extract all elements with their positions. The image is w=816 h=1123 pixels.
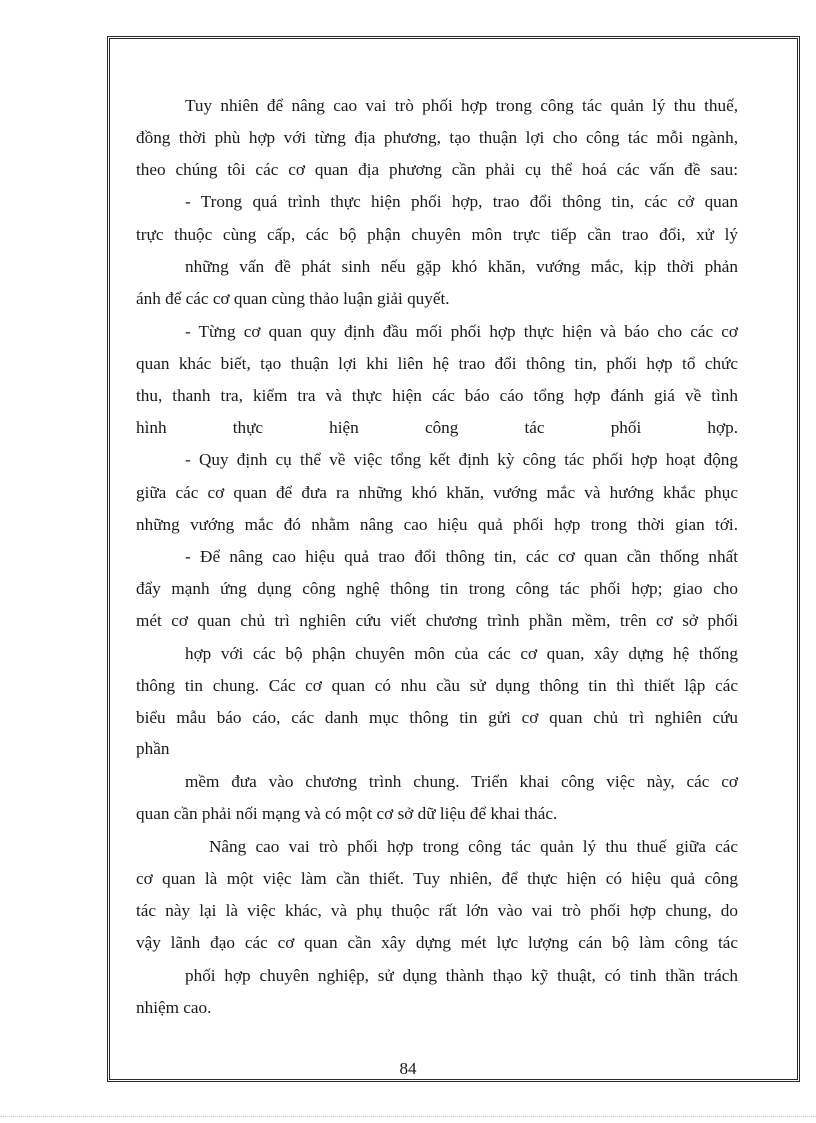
text-line: giữa các cơ quan để đưa ra những khó khăn, vướng mắc và hướng khắc phục (136, 483, 738, 502)
text-line: đẩy mạnh ứng dụng công nghệ thông tin trong công tác phối hợp; giao cho (136, 579, 738, 598)
text-line: hình thực hiện công tác phối hợp. (136, 418, 738, 437)
text-line: cơ quan là một việc làm cần thiết. Tuy nhiên, để thực hiện có hiệu quả công (136, 869, 738, 888)
text-line: nhiệm cao. (136, 998, 212, 1017)
page-number: 84 (399, 1059, 417, 1078)
text-line: những vướng mắc đó nhằm nâng cao hiệu quả phối hợp trong thời gian tới. (136, 515, 738, 534)
text-line: mét cơ quan chủ trì nghiên cứu viết chương trình phần mềm, trên cơ sở phối (136, 611, 738, 630)
text-line: trực thuộc cùng cấp, các bộ phận chuyên môn trực tiếp cần trao đổi, xử lý (136, 225, 738, 244)
text-line: thông tin chung. Các cơ quan có nhu cầu sử dụng thông tin thì thiết lập các (136, 676, 738, 695)
bottom-dotted-rule (0, 1116, 816, 1117)
text-line: mềm đưa vào chương trình chung. Triển khai công việc này, các cơ (185, 772, 738, 791)
text-line: biểu mẫu báo cáo, các danh mục thông tin gửi cơ quan chủ trì nghiên cứu (136, 708, 738, 727)
text-line: ánh để các cơ quan cùng thảo luận giải quyết. (136, 289, 450, 308)
text-line: - Trong quá trình thực hiện phối hợp, trao đổi thông tin, các cở quan (185, 192, 738, 211)
text-line: phối hợp chuyên nghiệp, sử dụng thành thạo kỹ thuật, có tinh thần trách (185, 966, 738, 985)
text-line: tác này lại là việc khác, và phụ thuộc rất lớn vào vai trò phối hợp chung, do (136, 901, 738, 920)
text-line: thu, thanh tra, kiểm tra và thực hiện các báo cáo tổng hợp đánh giá về tình (136, 386, 738, 405)
text-line: theo chúng tôi các cơ quan địa phương cần phải cụ thể hoá các vấn đề sau: (136, 160, 738, 179)
text-line: phần (136, 739, 170, 758)
text-line: những vấn đề phát sinh nếu gặp khó khăn, vướng mắc, kịp thời phản (185, 257, 738, 276)
text-line: vậy lãnh đạo các cơ quan cần xây dựng mét lực lượng cán bộ làm công tác (136, 933, 738, 952)
text-line: - Từng cơ quan quy định đầu mối phối hợp thực hiện và báo cho các cơ (185, 322, 738, 341)
text-line: Tuy nhiên để nâng cao vai trò phối hợp trong công tác quản lý thu thuế, (185, 96, 738, 115)
text-line: Nâng cao vai trò phối hợp trong công tác quản lý thu thuế giữa các (209, 837, 738, 856)
text-line: - Để nâng cao hiệu quả trao đổi thông tin, các cơ quan cần thống nhất (185, 547, 738, 566)
text-line: quan cần phải nối mạng và có một cơ sở dữ liệu để khai thác. (136, 804, 558, 823)
text-line: - Quy định cụ thể về việc tổng kết định kỳ công tác phối hợp hoạt động (185, 450, 738, 469)
text-line: đồng thời phù hợp với từng địa phương, tạo thuận lợi cho công tác mỗi ngành, (136, 128, 738, 147)
text-line: hợp với các bộ phận chuyên môn của các cơ quan, xây dựng hệ thống (185, 644, 738, 663)
text-line: quan khác biết, tạo thuận lợi khi liên hệ trao đổi thông tin, phối hợp tổ chức (136, 354, 738, 373)
